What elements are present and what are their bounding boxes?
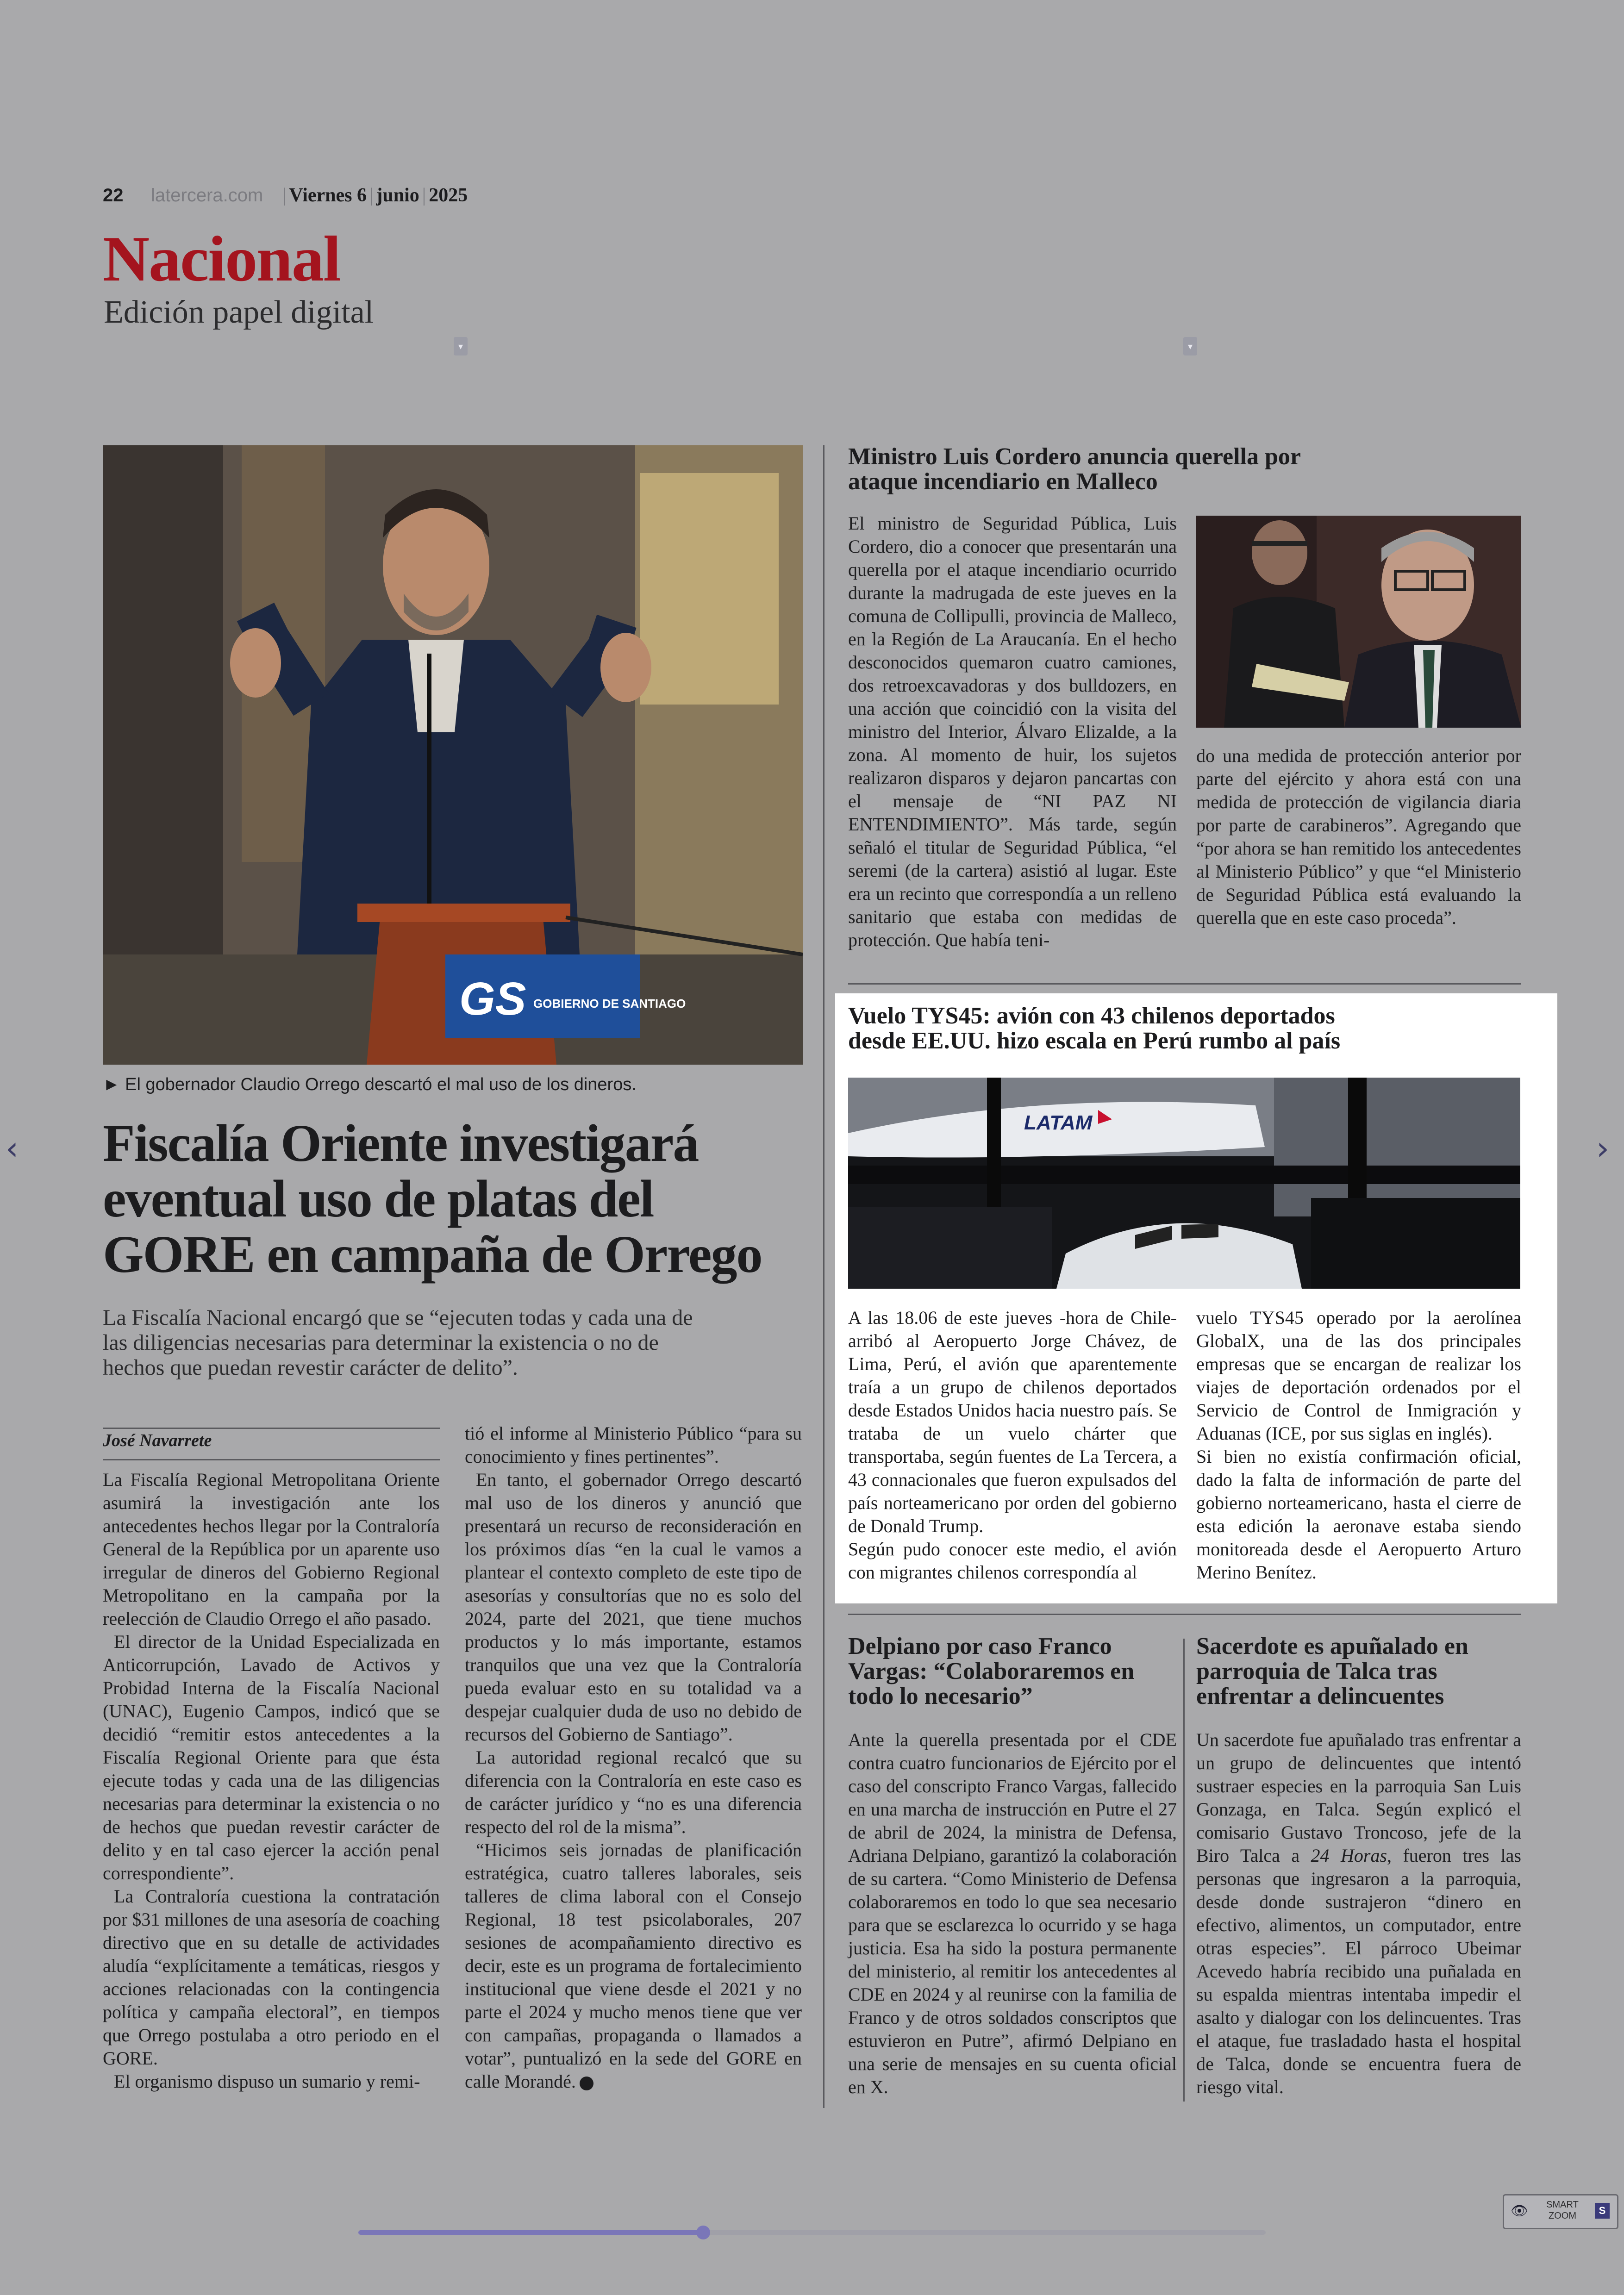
podium-logo-letters: GS: [459, 973, 526, 1025]
page-number: 22: [103, 185, 124, 206]
flight-column-2: [1196, 1306, 1521, 1584]
page-progress-fill: [358, 2230, 703, 2235]
page-marker-icon[interactable]: ▾: [1183, 337, 1197, 355]
main-paragraph: El director de la Unidad Especializada en Anticorrupción, Lavado de Activos y Probidad Interna de la Fiscalía Nacional (UNAC), Eugenio Campos, indicó que se decidió “remitir estos antecedentes a la Fiscalía Regional Oriente para que ésta ejecute todas y cada una de las diligencias necesarias para determinar la existencia o no de hechos que puedan revestir carácter de delito y en tal caso ejercer la acción penal correspondiente”.: [103, 1631, 440, 1883]
byline-rule-bottom: [103, 1459, 440, 1460]
date-month: junio: [376, 185, 419, 206]
priest-text-italic: 24 Horas: [1311, 1845, 1387, 1866]
delpiano-headline: Delpiano por caso Franco Vargas: “Colaboraremos en todo lo necesario”: [848, 1633, 1135, 1709]
main-paragraph: En tanto, el gobernador Orrego descartó mal uso de los dineros y anunció que presentará un recurso de reconsideración en los próximos días “en la cual le vamos a plantear el contexto completo de este tipo de asesorías y consultorías que no es solo del 2024, parte del 2021, que tiene muchos productos y lo más importante, estamos tranquilos que una vez que la Contraloría pueda evaluar esto en su totalidad va a despejar cualquier duda de uso no debido de recursos del Gobierno de Santiago”.: [465, 1469, 802, 1745]
flight-bottom-rule: [848, 1614, 1521, 1615]
date-day: Viernes 6: [289, 185, 367, 206]
main-paragraph: El organismo dispuso un sumario y remi-: [114, 2071, 420, 2092]
prev-page-arrow-icon[interactable]: ‹: [6, 1129, 19, 1167]
plane-label: LATAM: [1024, 1111, 1093, 1134]
flight-paragraph: A las 18.06 de este jueves -hora de Chile- arribó al Aeropuerto Jorge Chávez, de Lima, Perú, el avión que aparentemente traía a un grupo de chilenos deportados desde Estados Unidos hacia nuestro país. Se trataba de un vuelo chárter que transportaba, según fuentes de La Tercera, a 43 connacionales que fueron expulsados del país norteamericano por orden del gobierno de Donald Trump.: [848, 1307, 1177, 1536]
column-divider: [823, 445, 824, 2108]
orrego-photo: [103, 445, 803, 1065]
cordero-paragraph: El ministro de Seguridad Pública, Luis Cordero, dio a conocer que presentarán una querella por el ataque incendiario ocurrido durante la madrugada de este jueves en la comuna de Collipulli, provincia de Malleco, en la Región de La Araucanía. En el hecho desconocidos quemaron cuatro camiones, dos retroexcavadoras y dos bulldozers, en una acción que coincidió con la visita del ministro del Interior, Álvaro Elizalde, a la zona. Al momento de huir, los sujetos realizaron disparos y dejaron pancartas con el mensaje de “NI PAZ NI ENTENDIMIENTO”. Más tarde, según señaló el titular de Seguridad Pública, “el seremi (de la cartera) asistió al lugar. Este era un recinto que correspondía a un relleno sanitario que estaba con medidas de protección. Que había teni-: [848, 513, 1177, 950]
delpiano-column: [848, 1728, 1177, 2099]
end-mark-icon: [580, 2077, 593, 2090]
priest-text-b: , fueron tres las personas que ingresaron a la parroquia, desde donde sustrajeron “dinero en efectivo, alimentos, un computador, entre otras especies”. El párroco Ubeimar Acevedo habría recibido una puñalada en su espalda mientras intentaba impedir el asalto y dialogar con los delincuentes. Tras el ataque, fue trasladado hasta el hospital de Talca, donde se encuentra fuera de riesgo vital.: [1196, 1845, 1521, 2097]
flight-photo-illustration: [848, 1078, 1520, 1289]
bottom-column-divider: [1183, 1639, 1185, 2102]
page-progress-handle[interactable]: [696, 2226, 710, 2239]
main-deck: La Fiscalía Nacional encargó que se “ejecuten todas y cada una de las diligencias necesarias para determinar la existencia o no de hechos que puedan revestir carácter de delito”.: [103, 1305, 693, 1380]
smart-zoom-line1: SMART: [1546, 2200, 1579, 2210]
cordero-photo-illustration: [1196, 516, 1521, 728]
cordero-column-1: [848, 512, 1177, 952]
byline: José Navarrete: [103, 1431, 212, 1450]
date-year: 2025: [429, 185, 468, 206]
site-name: latercera.com: [151, 185, 263, 206]
delpiano-paragraph: Ante la querella presentada por el CDE contra cuatro funcionarios de Ejército por el caso del conscripto Franco Vargas, fallecido en una marcha de instrucción en Putre el 27 de abril de 2024, la ministra de Defensa, Adriana Delpiano, garantizó la colaboración de su cartera. “Como Ministerio de Defensa colaboraremos en todo lo que sea necesario para que se esclarezca lo ocurrido y se haga justicia. Esa ha sido la postura permanente del ministerio, al remitir los antecedentes al CDE en 2024 y al reunirse con la familia de Franco y de otros soldados conscriptos que estuvieron en Putre”, afirmó Delpiano en una serie de mensajes en su cuenta oficial en X.: [848, 1729, 1177, 2097]
main-story-column-2: [465, 1422, 802, 2093]
main-paragraph: La Contraloría cuestiona la contratación por $31 millones de una asesoría de coaching directivo que en su detalle de actividades aludía “explícitamente a temáticas, riesgos y acciones relacionadas con la contingencia política y campaña electoral”, en tiempos que Orrego postulaba a otro periodo en el GORE.: [103, 1886, 440, 2069]
main-headline: Fiscalía Oriente investigará eventual uso de platas del GORE en campaña de Orrego: [103, 1114, 762, 1284]
orrego-photo-illustration: [103, 445, 803, 1065]
smart-zoom-label: [1544, 2199, 1581, 2221]
main-paragraph: [465, 1839, 802, 2093]
priest-text-a: Un sacerdote fue apuñalado tras enfrentar a un grupo de delincuentes que intentó sustraer especies en la parroquia San Luis Gonzaga, en Talca. Según explicó el comisario Gustavo Troncoso, jefe de la Biro Talca a: [1196, 1729, 1521, 1866]
priest-headline: Sacerdote es apuñalado en parroquia de Talca tras enfrentar a delincuentes: [1196, 1633, 1468, 1709]
main-paragraph: tió el informe al Ministerio Público “para su conocimiento y fines pertinentes”.: [465, 1423, 802, 1467]
cordero-photo: [1196, 516, 1521, 728]
eye-icon: 👁: [1511, 2203, 1529, 2219]
priest-column: [1196, 1728, 1521, 2099]
flight-headline: Vuelo TYS45: avión con 43 chilenos deportados desde EE.UU. hizo escala en Perú rumbo al país: [848, 1003, 1341, 1054]
cordero-headline: Ministro Luis Cordero anuncia querella por ataque incendiario en Malleco: [848, 443, 1301, 495]
flight-paragraph: vuelo TYS45 operado por la aerolínea GlobalX, una de las dos principales empresas que se encargan de realizar los viajes de deportación ordenados por el Servicio de Control de Inmigración y Aduanas (ICE, por sus siglas en inglés).: [1196, 1307, 1521, 1444]
smart-zoom-line2: ZOOM: [1549, 2211, 1576, 2221]
page-marker-icon[interactable]: ▾: [454, 337, 468, 355]
main-paragraph: La Fiscalía Regional Metropolitana Oriente asumirá la investigación ante los antecedentes hechos llegar por la Contraloría General de la República por un aparente uso irregular de dineros del Gobierno Regional Metropolitano en la campaña por la reelección de Claudio Orrego el año pasado.: [103, 1469, 440, 1629]
podium-logo-text: GOBIERNO DE SANTIAGO: [533, 997, 686, 1010]
flight-column-1: [848, 1306, 1177, 1584]
smart-zoom-badge: S: [1595, 2203, 1610, 2219]
cordero-column-2: [1196, 744, 1521, 929]
section-title: Nacional: [103, 223, 340, 295]
flight-paragraph: Si bien no existía confirmación oficial, dado la falta de información de parte del gobierno norteamericano, hasta el cierre de esta edición la aeronave estaba siendo monitoreada desde el Aeropuerto Arturo Merino Benítez.: [1196, 1446, 1521, 1583]
next-page-arrow-icon[interactable]: ›: [1596, 1129, 1609, 1167]
photo-caption: ► El gobernador Claudio Orrego descartó el mal uso de los dineros.: [103, 1075, 637, 1094]
smart-zoom-button[interactable]: [1503, 2194, 1618, 2229]
priest-paragraph: [1196, 1728, 1521, 2099]
flight-photo: [848, 1078, 1520, 1289]
cordero-bottom-rule: [848, 983, 1521, 985]
main-paragraph: La autoridad regional recalcó que su diferencia con la Contraloría en este caso es de carácter jurídico y “no es una diferencia respecto del rol de la misma”.: [465, 1747, 802, 1837]
main-story-column-1: [103, 1468, 440, 2093]
flight-paragraph: Según pudo conocer este medio, el avión con migrantes chilenos correspondía al: [848, 1539, 1177, 1583]
byline-rule-top: [103, 1428, 440, 1429]
edition-subtitle: Edición papel digital: [104, 294, 374, 330]
cordero-paragraph: do una medida de protección anterior por parte del ejército y ahora está con una medida de protección de vigilancia diaria por parte de carabineros”. Agregando que “por ahora se han remitido los antecedentes al Ministerio Público” y que “el Ministerio de Seguridad Pública está evaluando la querella que en este caso proceda”.: [1196, 745, 1521, 928]
main-paragraph-text: “Hicimos seis jornadas de planificación estratégica, cuatro talleres laborales, seis talleres de clima laboral con el Consejo Regional, 18 test psicolaborales, 207 sesiones de acompañamiento directivo es decir, este es un programa de fortalecimiento institucional que viene desde el 2021 y no parte el 2024 y mucho menos tiene que ver con campañas, propaganda o llamados a votar”, puntualizó en la sede del GORE en calle Morandé.: [465, 1840, 802, 2092]
date-line: | Viernes 6 | junio | 2025: [282, 185, 468, 206]
